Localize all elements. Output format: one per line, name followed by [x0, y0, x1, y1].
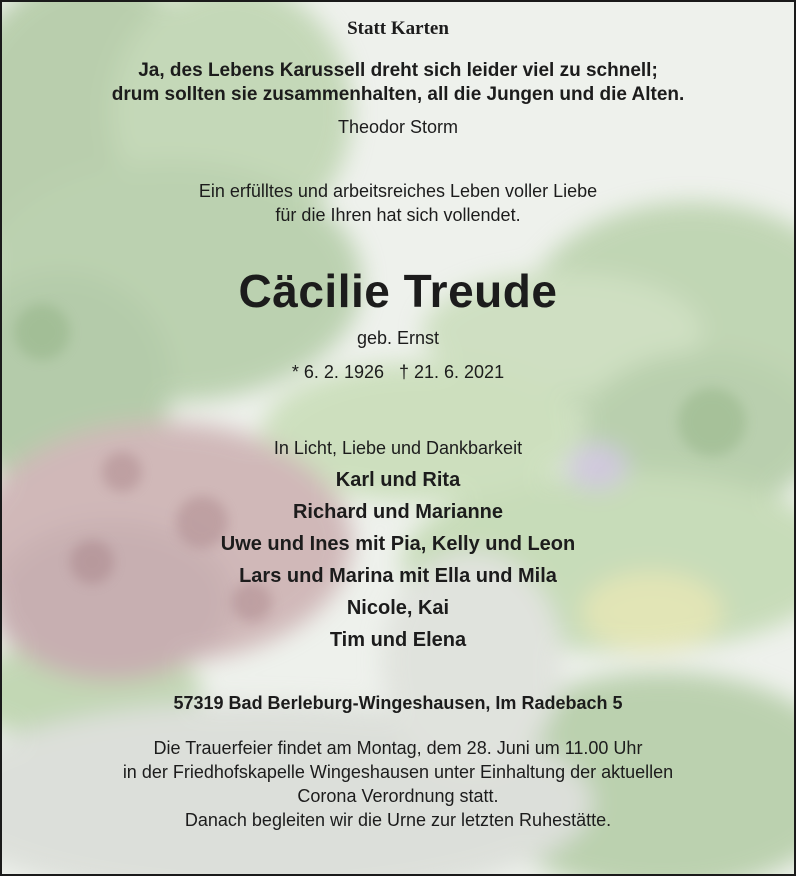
- service-line-3: Corona Verordnung statt.: [297, 786, 499, 806]
- intro-line-2: für die Ihren hat sich vollendet.: [275, 205, 521, 225]
- mourner-name: Tim und Elena: [329, 629, 467, 651]
- statt-karten-heading: Statt Karten: [347, 18, 449, 39]
- quote-line-1: Ja, des Lebens Karussell dreht sich leider viel zu schnell;: [138, 60, 658, 81]
- mourner-name: Karl und Rita: [335, 469, 461, 491]
- maiden-name: geb. Ernst: [356, 328, 440, 348]
- service-line-1: Die Trauerfeier findet am Montag, dem 28. Juni um 11.00 Uhr: [153, 738, 643, 758]
- address: 57319 Bad Berleburg-Wingeshausen, Im Radebach 5: [173, 693, 623, 713]
- mourner-name: Nicole, Kai: [346, 597, 450, 619]
- quote-author: Theodor Storm: [337, 117, 459, 137]
- life-dates: * 6. 2. 1926 † 21. 6. 2021: [291, 362, 505, 382]
- notice-content: [2, 2, 794, 874]
- service-line-4: Danach begleiten wir die Urne zur letzten Ruhestätte.: [184, 810, 612, 830]
- mourner-name: Lars und Marina mit Ella und Mila: [239, 565, 557, 587]
- mourners-intro: In Licht, Liebe und Dankbarkeit: [273, 438, 523, 458]
- mourner-name: Richard und Marianne: [292, 501, 504, 523]
- mourner-name: Uwe und Ines mit Pia, Kelly und Leon: [220, 533, 576, 555]
- intro-line-1: Ein erfülltes und arbeitsreiches Leben voller Liebe: [198, 181, 598, 201]
- service-line-2: in der Friedhofskapelle Wingeshausen unter Einhaltung der aktuellen: [122, 762, 674, 782]
- deceased-name: Cäcilie Treude: [238, 265, 558, 317]
- quote-line-2: drum sollten sie zusammenhalten, all die Jungen und die Alten.: [111, 84, 685, 105]
